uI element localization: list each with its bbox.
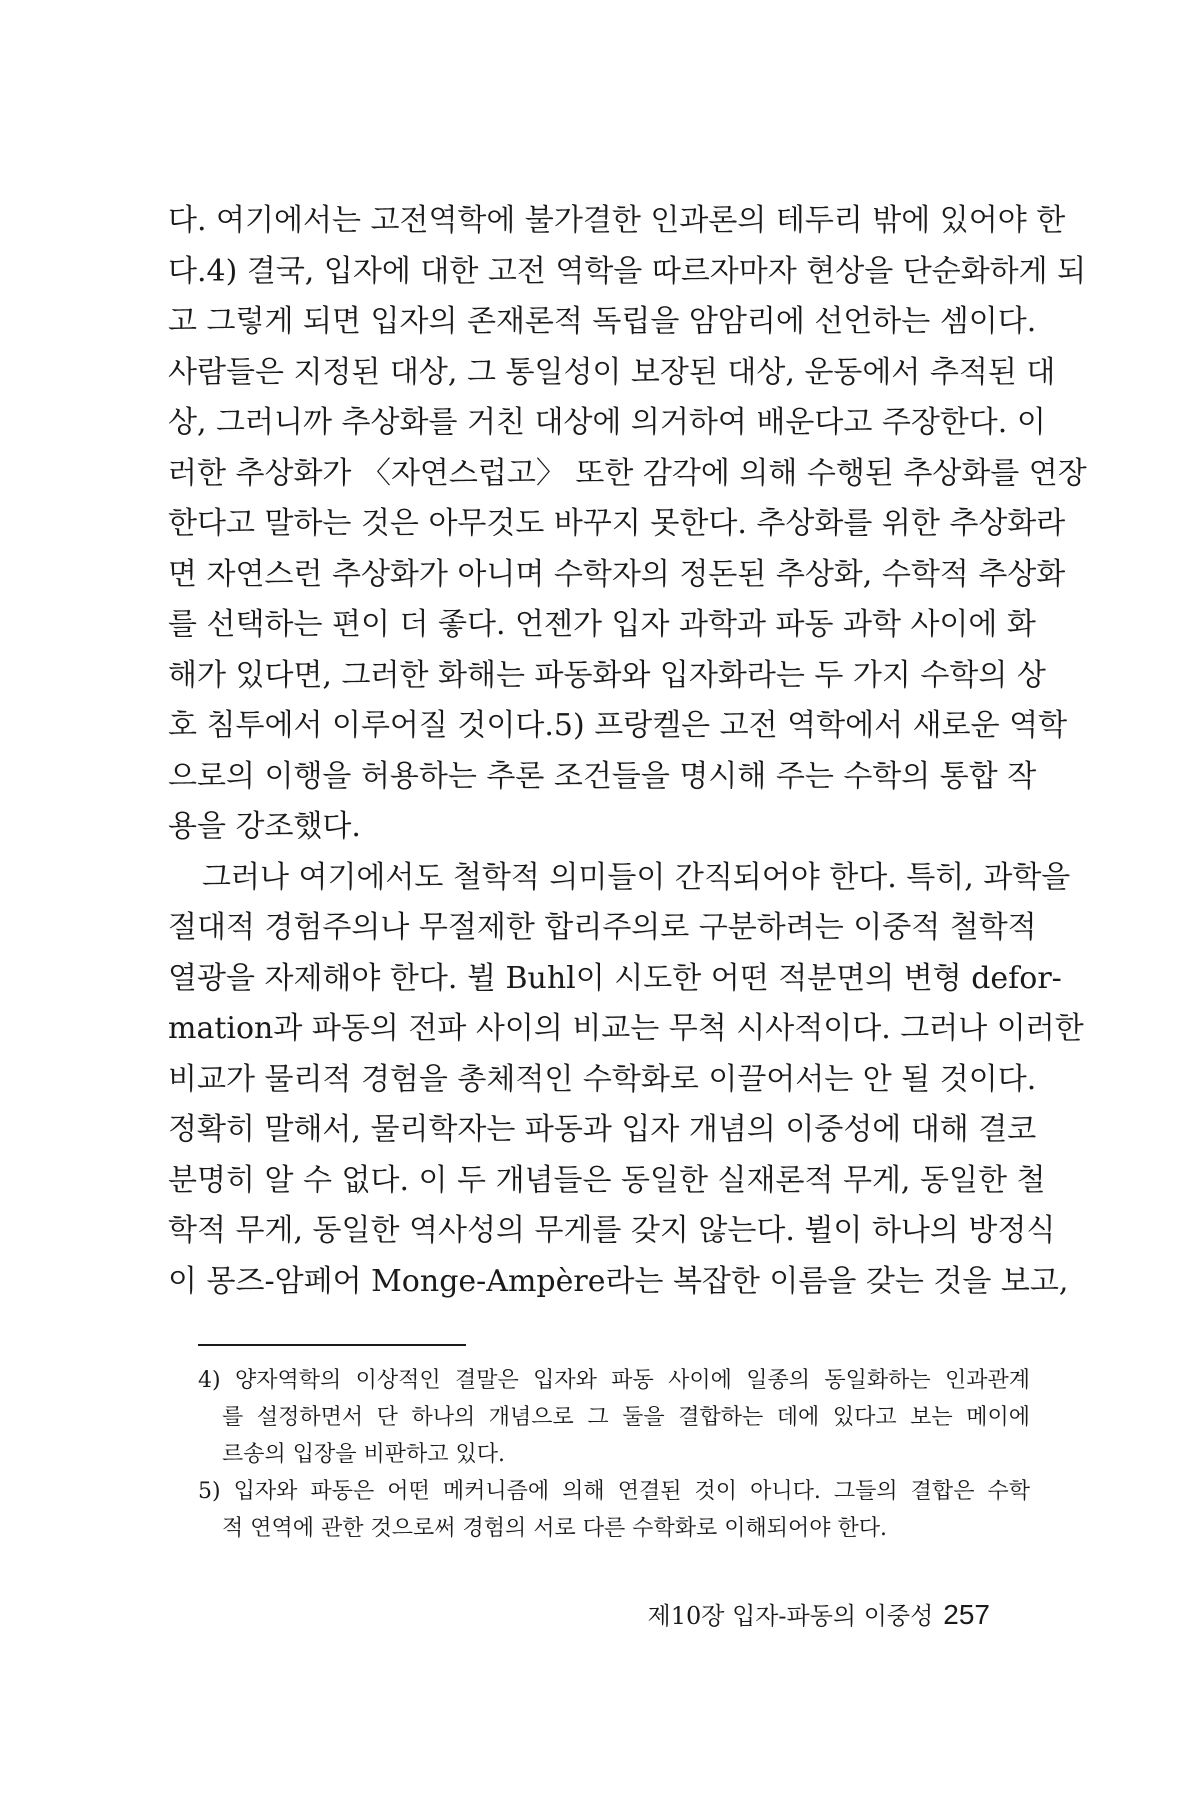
text-line: 절대적 경험주의나 무절제한 합리주의로 구분하려는 이중적 철학적 (168, 910, 1037, 945)
footnote-5-line: 적 연역에 관한 것으로써 경험의 서로 다른 수학화로 이해되어야 한다. (222, 1516, 887, 1541)
chapter-title: 제10장 입자-파동의 이중성 (647, 1602, 934, 1630)
footnotes (198, 1362, 1030, 1547)
text-line: 으로의 이행을 허용하는 추론 조건들을 명시해 주는 수학의 통합 작 (168, 758, 1037, 794)
text-line: 분명히 알 수 없다. 이 두 개념들은 동일한 실재론적 무게, 동일한 철 (168, 1162, 1046, 1198)
footnote-4-line: 르송의 입장을 비판하고 있다. (222, 1442, 505, 1467)
text-line: 고 그렇게 되면 입자의 존재론적 독립을 암암리에 선언하는 셈이다. (168, 304, 1037, 339)
page-number: 257 (943, 1599, 990, 1630)
text-line: 를 선택하는 편이 더 좋다. 언젠가 입자 과학과 파동 과학 사이에 화 (168, 607, 1036, 642)
text-line: 다. 여기에서는 고전역학에 불가결한 인과론의 테두리 밖에 있어야 한 (168, 203, 1066, 238)
text-line: 학적 무게, 동일한 역사성의 무게를 갖지 않는다. 뷜이 하나의 방정식 (168, 1213, 1056, 1248)
footnote-4-line: 4) 양자역학의 이상적인 결말은 입자와 파동 사이에 일종의 동일화하는 인과관계 (198, 1368, 1030, 1393)
text-line: 해가 있다면, 그러한 화해는 파동화와 입자화라는 두 가지 수학의 상 (168, 657, 1046, 693)
text-line: 비교가 물리적 경험을 총체적인 수학화로 이끌어서는 안 될 것이다. (168, 1061, 1037, 1097)
text-line: 열광을 자제해야 한다. 뷜 Buhl이 시도한 어떤 적분면의 변형 defor- (168, 960, 1062, 996)
footnote-divider (198, 1344, 466, 1346)
text-line: mation과 파동의 전파 사이의 비교는 무척 시사적이다. 그러나 이러한 (168, 1011, 1084, 1046)
footnote-4-line: 를 설정하면서 단 하나의 개념으로 그 둘을 결합하는 데에 있다고 보는 메이에 (222, 1405, 1030, 1430)
text-line: 상, 그러니까 추상화를 거친 대상에 의거하여 배운다고 주장한다. 이 (168, 405, 1046, 440)
text-line: 면 자연스런 추상화가 아니며 수학자의 정돈된 추상화, 수학적 추상화 (168, 556, 1066, 592)
text-line: 다.4) 결국, 입자에 대한 고전 역학을 따르자마자 현상을 단순화하게 되 (168, 253, 1087, 289)
running-footer (648, 1596, 990, 1631)
text-line: 정확히 말해서, 물리학자는 파동과 입자 개념의 이중성에 대해 결코 (168, 1112, 1037, 1147)
text-line: 호 침투에서 이루어질 것이다.5) 프랑켈은 고전 역학에서 새로운 역학 (168, 708, 1068, 743)
text-line: 이 몽즈-암페어 Monge-Ampère라는 복잡한 이름을 갖는 것을 보고, (168, 1263, 1069, 1299)
text-line: 그러나 여기에서도 철학적 의미들이 간직되어야 한다. 특히, 과학을 (202, 859, 1071, 895)
text-line: 사람들은 지정된 대상, 그 통일성이 보장된 대상, 운동에서 추적된 대 (168, 354, 1056, 390)
main-text (168, 196, 1087, 1307)
text-line: 용을 강조했다. (168, 809, 361, 844)
text-line: 러한 추상화가 〈자연스럽고〉 또한 감각에 의해 수행된 추상화를 연장 (168, 455, 1087, 491)
footnote-5-line: 5) 입자와 파동은 어떤 메커니즘에 의해 연결된 것이 아니다. 그들의 결합은 수학 (198, 1479, 1030, 1504)
text-line: 한다고 말하는 것은 아무것도 바꾸지 못한다. 추상화를 위한 추상화라 (168, 506, 1066, 541)
